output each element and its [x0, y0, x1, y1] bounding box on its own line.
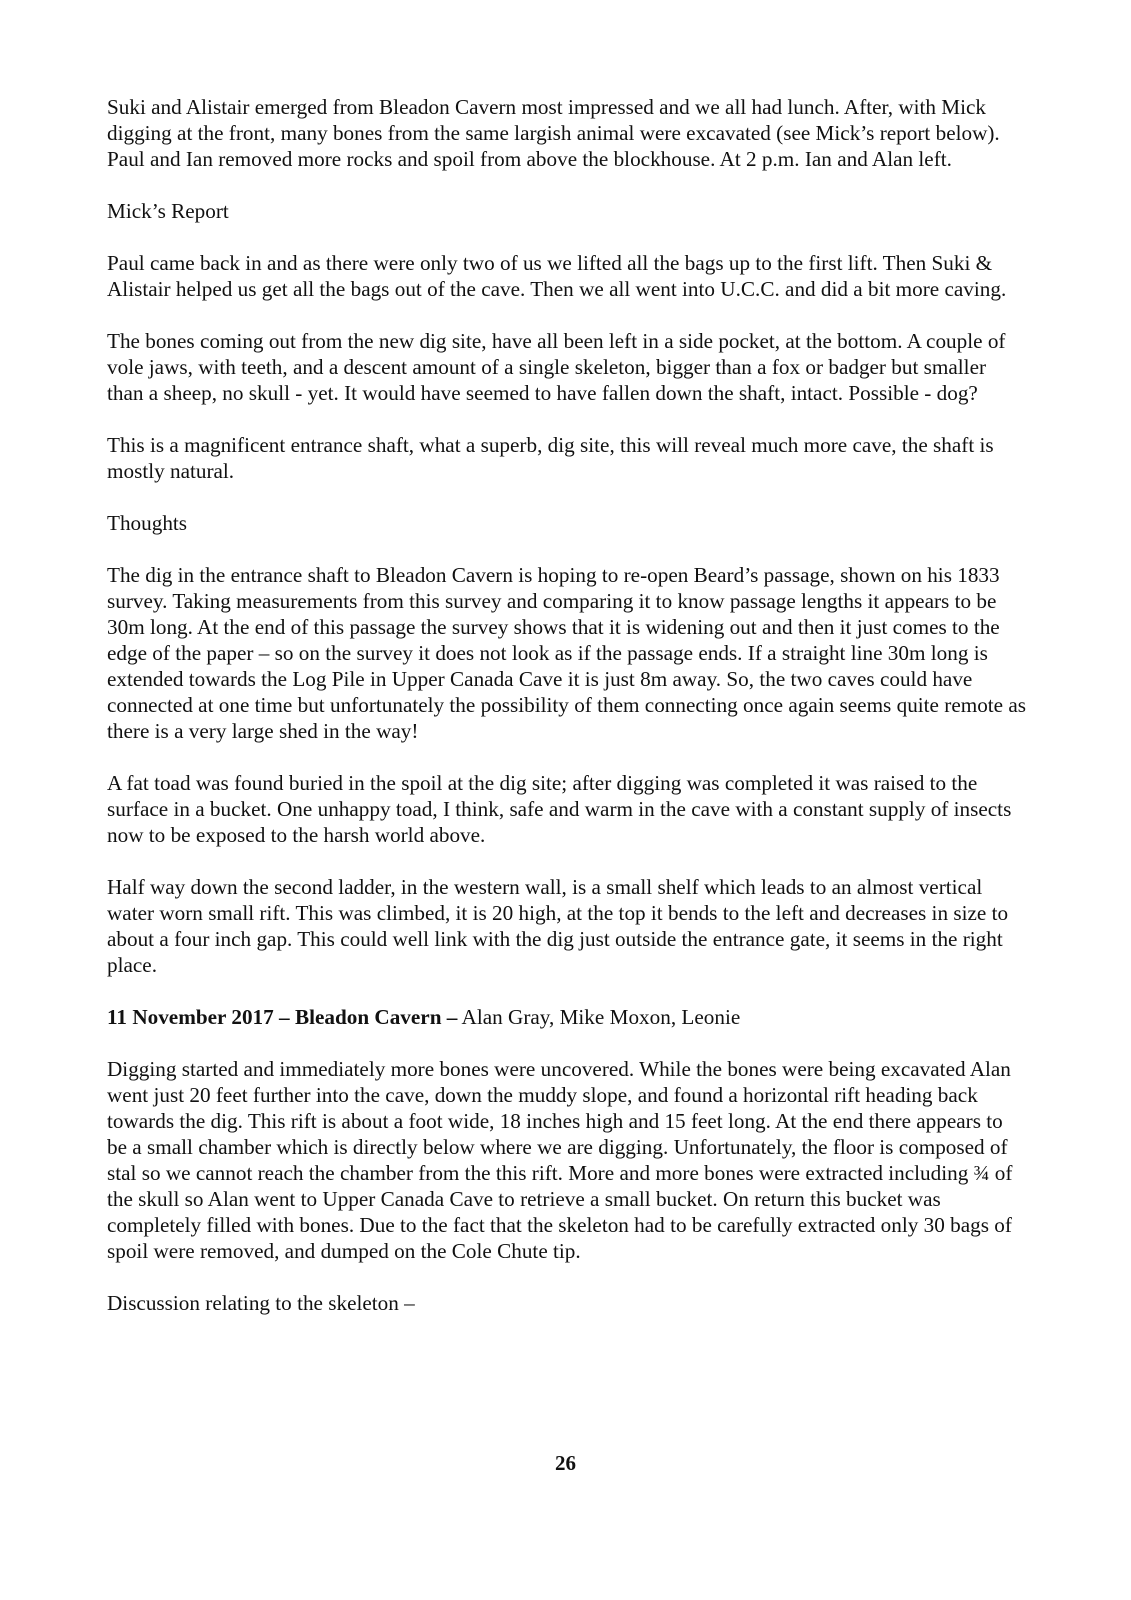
page-number: 26 [555, 1451, 576, 1475]
paragraph-discussion: Discussion relating to the skeleton – [107, 1291, 415, 1315]
section-title-thoughts: Thoughts [107, 511, 188, 535]
trip-date: 11 November 2017 – [107, 1005, 290, 1029]
document-page [107, 94, 1027, 1316]
trip-heading [107, 1004, 1027, 1030]
paragraph-beards-passage: The dig in the entrance shaft to Bleadon Cavern is hoping to re-open Beard’s passage, shown on his 1833 survey. Taking measurements from this survey and comparing it to know passage lengths it appears to be 30m long. At the end of this passage the survey shows that it is widening out and then it just comes to the edge of the paper – so on the survey it does not look as if the passage ends. If a straight line 30m long is extended towards the Log Pile in Upper Canada Cave it is just 8m away. So, the two caves could have connected at one time but unfortunately the possibility of them connecting once again seems quite remote as there is a very large shed in the way! [107, 563, 1027, 743]
section-title-micks-report: Mick’s Report [107, 199, 229, 223]
paragraph-lunch: Suki and Alistair emerged from Bleadon Cavern most impressed and we all had lunch. After, with Mick digging at the front, many bones from the same largish animal were excavated (see Mick’s report below). Paul and Ian removed more rocks and spoil from above the blockhouse. At 2 p.m. Ian and Alan left. [107, 95, 1000, 171]
paragraph-entrance-shaft: This is a magnificent entrance shaft, what a superb, dig site, this will reveal much more cave, the shaft is mostly natural. [107, 433, 994, 483]
paragraph-bags: Paul came back in and as there were only two of us we lifted all the bags up to the first lift. Then Suki & Alistair helped us get all the bags out of the cave. Then we all went into U.C.C. and did a bit more caving. [107, 251, 1007, 301]
paragraph-second-ladder: Half way down the second ladder, in the western wall, is a small shelf which leads to an almost vertical water worn small rift. This was climbed, it is 20 high, at the top it bends to the left and decreases in size to about a four inch gap. This could well link with the dig just outside the entrance gate, it seems in the right place. [107, 875, 1009, 977]
trip-people: Alan Gray, Mike Moxon, Leonie [461, 1005, 741, 1029]
paragraph-digging: Digging started and immediately more bones were uncovered. While the bones were being excavated Alan went just 20 feet further into the cave, down the muddy slope, and found a horizontal rift heading back towards the dig. This rift is about a foot wide, 18 inches high and 15 feet long. At the end there appears to be a small chamber which is directly below where we are digging. Unfortunately, the floor is composed of stal so we cannot reach the chamber from the this rift. More and more bones were extracted including ¾ of the skull so Alan went to Upper Canada Cave to retrieve a small bucket. On return this bucket was completely filled with bones. Due to the fact that the skeleton had to be carefully extracted only 30 bags of spoil were removed, and dumped on the Cole Chute tip. [107, 1057, 1013, 1263]
paragraph-toad: A fat toad was found buried in the spoil at the dig site; after digging was completed it was raised to the surface in a bucket. One unhappy toad, I think, safe and warm in the cave with a constant supply of insects now to be exposed to the harsh world above. [107, 771, 1012, 847]
trip-site: Bleadon Cavern – [294, 1005, 458, 1029]
paragraph-bones: The bones coming out from the new dig site, have all been left in a side pocket, at the bottom. A couple of vole jaws, with teeth, and a descent amount of a single skeleton, bigger than a fox or badger but smaller than a sheep, no skull - yet. It would have seemed to have fallen down the shaft, intact. Possible - dog? [107, 329, 1006, 405]
